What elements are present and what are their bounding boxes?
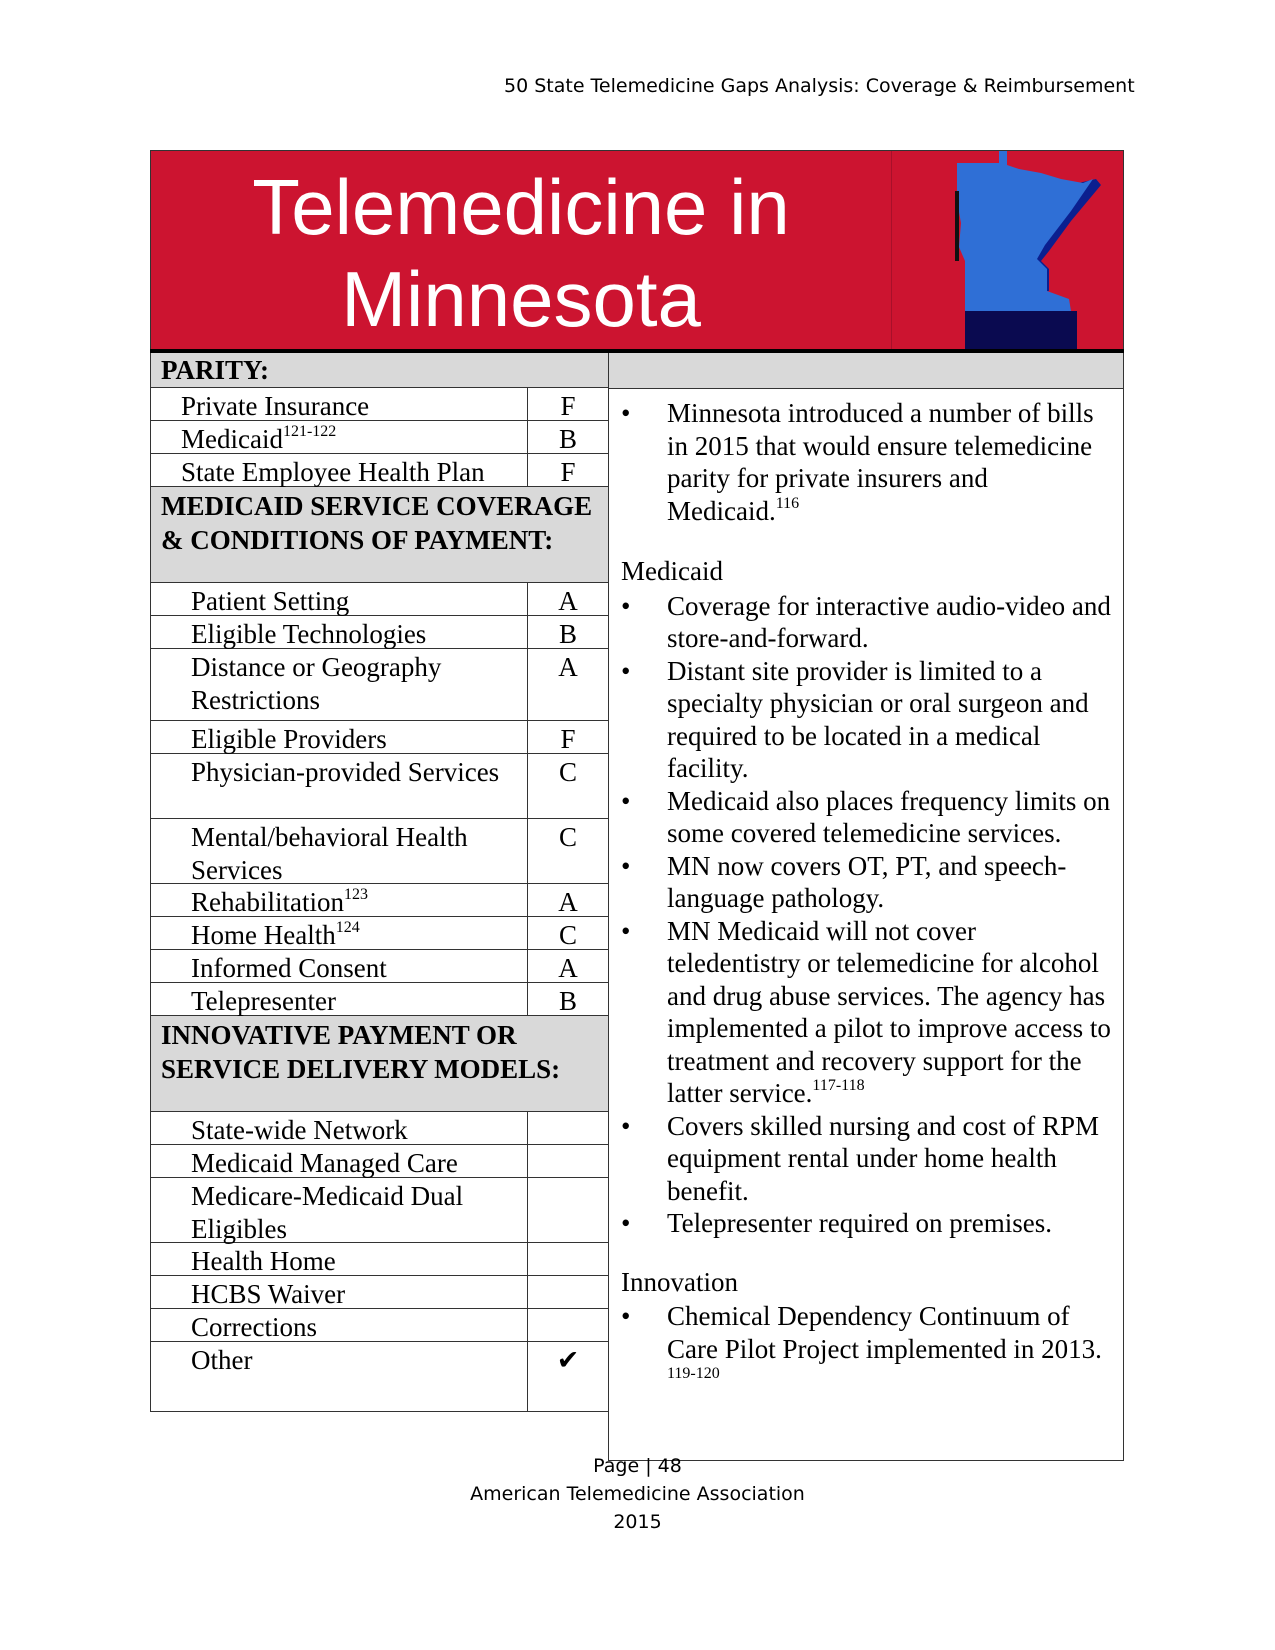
row-grade: C [558,920,577,950]
note-bullet: • Medicaid also places frequency limits on some covered telemedicine services. [621,785,1111,848]
page-footer [0,1452,1275,1536]
table-row [150,754,609,819]
table-row [150,1309,609,1342]
table-row [150,884,609,917]
table-row [150,819,609,884]
table-row [150,1243,609,1276]
notes-header-cell [609,353,1123,389]
row-grade: C [558,757,577,787]
note-bullet: • Chemical Dependency Continuum of Care Pilot Project implemented in 2013. $^{119-120}$ [621,1301,1102,1382]
row-grade: C [558,822,577,852]
note-bullet: • Covers skilled nursing and cost of RPM equipment rental under home health benefit. [621,1110,1099,1206]
medicaid-heading: MEDICAID SERVICE COVERAGE & CONDITIONS OF PAYMENT: [150,487,609,583]
table-row [150,1178,609,1243]
row-label: Corrections [151,1309,528,1341]
footer-org: American Telemedicine Association [470,1483,805,1505]
row-label: State Employee Health Plan [151,454,528,486]
row-label: Eligible Providers [151,721,528,753]
row-grade [528,1112,608,1144]
row-label: Patient Setting [151,583,528,615]
page-title [151,161,891,345]
row-grade [528,1178,608,1242]
row-label: Home Health$^{124}$ [151,917,528,949]
table-row [150,917,609,950]
row-grade: B [558,619,577,649]
row-grade: A [558,887,578,917]
row-label: Distance or Geography Restrictions [151,649,528,720]
table-row [150,421,609,454]
row-label: Medicaid Managed Care [151,1145,528,1177]
row-grade [528,1276,608,1308]
row-grade [528,1309,608,1341]
note-bullet: • Distant site provider is limited to a specialty physician or oral surgeon and required to be located in a medical facility. [621,655,1089,783]
banner-divider [891,151,892,349]
map-left-edge [955,191,959,261]
table-row [150,1276,609,1309]
row-label: Medicare-Medicaid Dual Eligibles [151,1178,528,1242]
medicaid-subheading: Medicaid [621,556,723,586]
row-grade: A [558,586,578,616]
table-row [150,1145,609,1178]
map-face [957,151,1093,311]
row-grade: A [558,652,578,682]
table-row [150,1112,609,1145]
row-label: Private Insurance [151,388,528,420]
running-header: 50 State Telemedicine Gaps Analysis: Coverage & Reimbursement [504,75,1135,97]
row-grade: F [560,724,576,754]
table-row [150,950,609,983]
minnesota-map-icon [921,151,1131,349]
table-row [150,721,609,754]
row-grade: F [560,457,576,487]
table-row [150,388,609,421]
table-row [150,649,609,721]
row-label: Rehabilitation$^{123}$ [151,884,528,916]
note-bullet: • Coverage for interactive audio-video and store-and-forward. [621,590,1111,653]
row-label: Medicaid$^{121-122}$ [151,421,528,453]
row-label: Mental/behavioral Health Services [151,819,528,883]
note-bullet: • Telepresenter required on premises. [621,1208,1052,1238]
row-grade: B [558,424,577,454]
row-label: Health Home [151,1243,528,1275]
parity-heading: PARITY: [150,353,609,388]
note-bullet: • MN Medicaid will not cover teledentistry or telemedicine for alcohol and drug abuse services. The agency has implemented a pilot to improve access to treatment and recovery support for the latter service.$^{117-118}$ [621,915,1111,1108]
row-grade [528,1243,608,1275]
innovation-subheading: Innovation [621,1266,738,1297]
row-label: Other [151,1342,528,1411]
table-row [150,1342,609,1412]
table-row [150,983,609,1016]
map-shadow-base [965,311,1077,349]
innovative-heading: INNOVATIVE PAYMENT OR SERVICE DELIVERY MODELS: [150,1016,609,1112]
table-row [150,616,609,649]
row-grade: ✔ [556,1345,580,1375]
title-line-1: Telemedicine in [252,163,790,251]
row-label: State-wide Network [151,1112,528,1144]
row-label: Eligible Technologies [151,616,528,648]
table-row [150,454,609,487]
notes-column [608,353,1124,1461]
row-grade: A [558,953,578,983]
parity-note: • Minnesota introduced a number of bills in 2015 that would ensure telemedicine parity for private insurers and Medicaid.$^{116}$ [621,398,1094,526]
row-label: Telepresenter [151,983,528,1015]
table-row [150,583,609,616]
grades-table [150,353,609,1412]
row-grade: B [558,986,577,1016]
footer-year: 2015 [613,1511,662,1533]
row-label: HCBS Waiver [151,1276,528,1308]
page-number: Page | 48 [593,1455,682,1477]
title-line-2: Minnesota [341,255,701,343]
row-label: Physician-provided Services [151,754,528,818]
title-banner [150,150,1124,350]
row-grade: F [560,391,576,421]
row-label: Informed Consent [151,950,528,982]
note-bullet: • MN now covers OT, PT, and speech-language pathology. [621,850,1067,913]
row-grade [528,1145,608,1177]
